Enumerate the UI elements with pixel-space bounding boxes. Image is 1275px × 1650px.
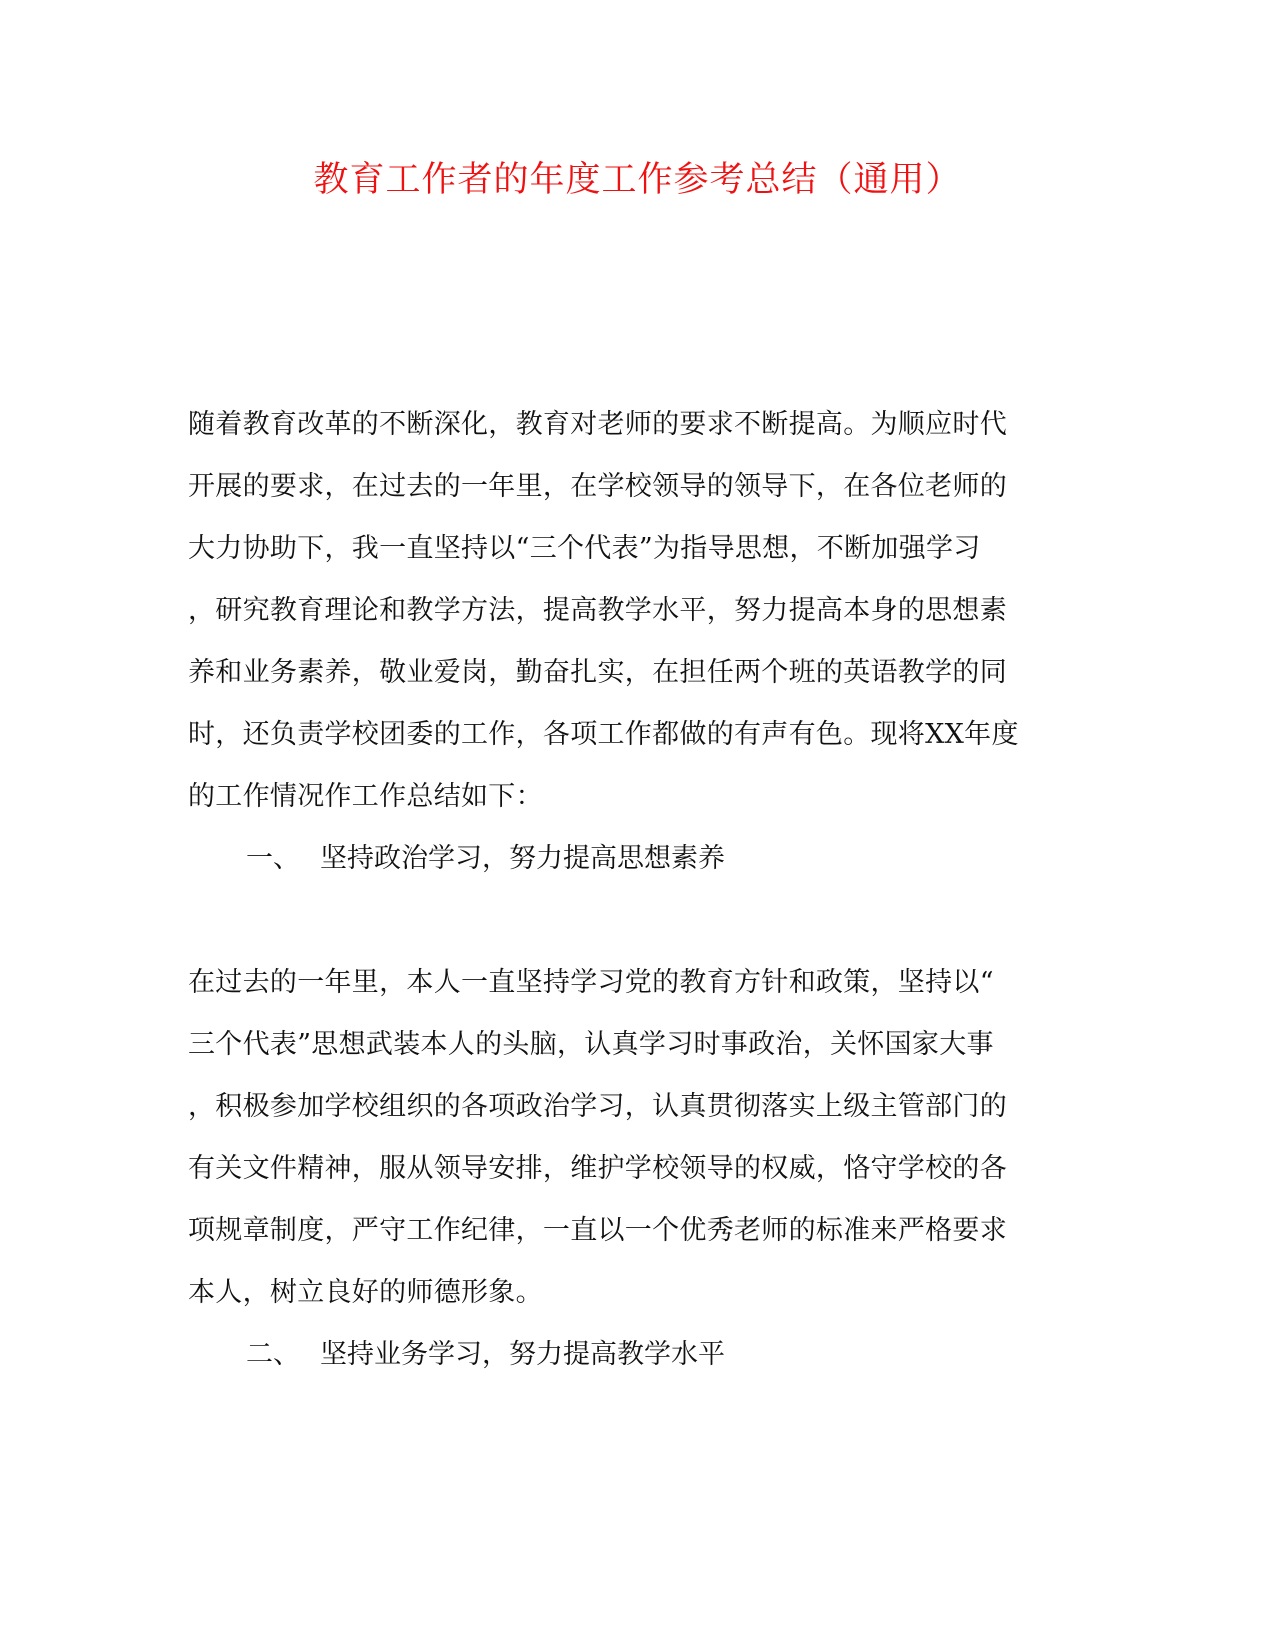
section-1-line-4: 有关文件精神，服从领导安排，维护学校领导的权威，恪守学校的各 [188,1153,1007,1184]
document-title: 教育工作者的年度工作参考总结（通用） [313,160,962,200]
section-1-line-3: ，积极参加学校组织的各项政治学习，认真贯彻落实上级主管部门的 [188,1091,1007,1122]
intro-line-2: 开展的要求，在过去的一年里，在学校领导的领导下，在各位老师的 [188,471,1007,502]
section-2-number: 二、 [246,1339,300,1370]
intro-line-3: 大力协助下，我一直坚持以“三个代表”为指导思想，不断加强学习 [188,533,981,564]
intro-line-4: ，研究教育理论和教学方法，提高教学水平，努力提高本身的思想素 [188,595,1007,626]
section-1-heading: 坚持政治学习，努力提高思想素养 [320,843,725,874]
intro-line-5: 养和业务素养，敬业爱岗，勤奋扎实，在担任两个班的英语教学的同 [188,657,1007,688]
section-1-line-5: 项规章制度，严守工作纪律，一直以一个优秀老师的标准来严格要求 [188,1215,1007,1246]
intro-line-6: 时，还负责学校团委的工作，各项工作都做的有声有色。现将XX年度 [188,719,1019,750]
section-1-line-1: 在过去的一年里，本人一直坚持学习党的教育方针和政策，坚持以“ [188,967,994,998]
intro-line-1: 随着教育改革的不断深化，教育对老师的要求不断提高。为顺应时代 [188,409,1007,440]
section-2-heading: 坚持业务学习，努力提高教学水平 [320,1339,725,1370]
section-1-number: 一、 [246,843,300,874]
intro-line-7: 的工作情况作工作总结如下： [188,781,543,812]
section-1-line-6: 本人，树立良好的师德形象。 [188,1277,543,1308]
section-1-line-2: 三个代表”思想武装本人的头脑，认真学习时事政治，关怀国家大事 [188,1029,994,1060]
